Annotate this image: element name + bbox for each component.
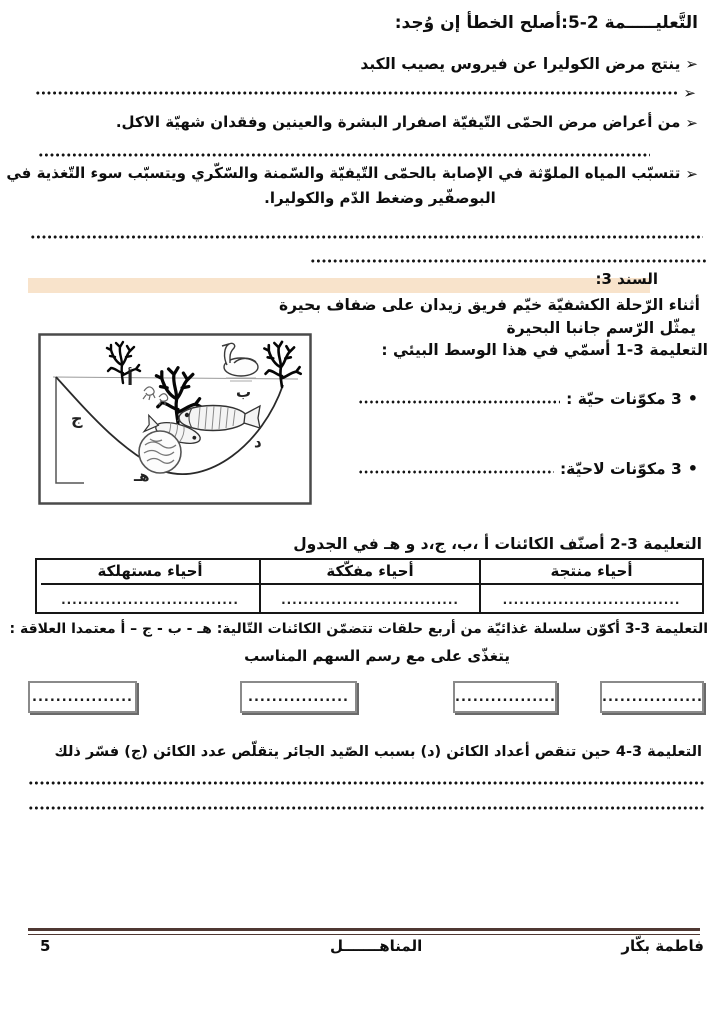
instruction-2-5-title: التَّعليـــــمة 2-5:أصلح الخطأ إن وُجد: — [394, 13, 698, 33]
arrow-bullet-icon: ➢ — [685, 55, 698, 74]
table-answer-cell: ................................ — [479, 585, 702, 612]
answer-dotted-line — [358, 469, 554, 475]
statement-typhoid: من أعراض مرض الحمّى التّيفيّة اصفرار البشرة والعينين وفقدان شهيّة الاكل. — [115, 113, 681, 131]
statement-cholera: ينتج مرض الكوليرا عن فيروس يصيب الكبد — [360, 55, 681, 73]
answer-dotted-line — [310, 258, 706, 264]
food-chain-box-3: ................. — [240, 681, 357, 713]
sanad-highlight-bar — [28, 278, 650, 293]
footer-publisher: المناهـــــــل — [330, 937, 423, 955]
label-b: ب — [236, 383, 252, 401]
answer-dotted-line — [35, 90, 678, 96]
footer-page-number: 5 — [40, 937, 51, 955]
instruction-3-2-title: التعليمة 3-2 أصنّف الكائنات أ ،ب، ج،د و هـ في الجدول — [293, 535, 702, 553]
instruction-3-3-title: التعليمة 3-3 أكوّن سلسلة غذائيّة من أربع حلقات تتضمّن الكائنات التّالية: هـ - ب - ج – أ معتمدا العلاقة : — [9, 621, 708, 637]
instruction-3-4-title: التعليمة 3-4 حين تنقص أعداد الكائن (د) بسبب الصّيد الجائر يتقلّص عدد الكائن (ج) فسّر ذلك — [54, 744, 702, 760]
nonliving-components-label: 3 مكوّنات لاحيّة: — [559, 459, 682, 478]
table-answer-cell: ................................ — [259, 585, 479, 612]
table-header-producers: أحياء منتجة — [479, 560, 702, 585]
table-header-consumers: أحياء مستهلكة — [41, 560, 259, 585]
label-d: د — [254, 433, 262, 451]
label-h: هـ — [134, 467, 150, 485]
footer-divider — [28, 928, 700, 935]
classification-table — [35, 558, 704, 614]
answer-dotted-line — [28, 805, 705, 811]
living-components-label: 3 مكوّنات حيّة : — [566, 389, 682, 408]
footer-author: فاطمة بكّار — [621, 937, 704, 955]
sanad-intro-line2: يمثّل الرّسم جانبا البحيرة — [506, 319, 696, 337]
instruction-3-3-subtitle: يتغذّى على مع رسم السهم المناسب — [244, 647, 510, 665]
table-header-decomposers: أحياء مفكّكة — [259, 560, 479, 585]
label-a: أ — [127, 369, 134, 390]
bullet-icon: • — [687, 459, 698, 478]
table-answer-cell: ................................ — [61, 593, 239, 607]
food-chain-box-4: ................. — [28, 681, 137, 713]
answer-dotted-line — [38, 152, 650, 158]
instruction-3-1-title: التعليمة 3-1 أسمّي في هذا الوسط البيئي : — [381, 341, 708, 359]
answer-dotted-line — [30, 234, 703, 240]
food-chain-box-2: ................. — [453, 681, 557, 713]
bullet-icon: • — [687, 389, 698, 408]
arrow-bullet-icon: ➢ — [683, 84, 696, 102]
statement-water-line1: تتسبّب المياه الملوّثة في الإصابة بالحمّى التّيفيّة والسّمنة والسّكّري ويتسبّب سوء التّغذية في — [6, 164, 681, 182]
food-chain-box-1: ................. — [600, 681, 704, 713]
answer-dotted-line — [28, 780, 705, 786]
statement-water-line2: البوصفّير وضغط الدّم والكوليرا. — [264, 189, 496, 207]
arrow-bullet-icon: ➢ — [685, 113, 698, 132]
answer-dotted-line — [358, 399, 560, 405]
label-j: ج — [71, 409, 83, 428]
arrow-bullet-icon: ➢ — [685, 164, 698, 183]
sanad-3-label: السند 3: — [595, 270, 658, 288]
sanad-intro-line1: أثناء الرّحلة الكشفيّة خيّم فريق زيدان على ضفاف بحيرة — [279, 296, 700, 314]
lake-ecosystem-diagram — [38, 333, 312, 505]
